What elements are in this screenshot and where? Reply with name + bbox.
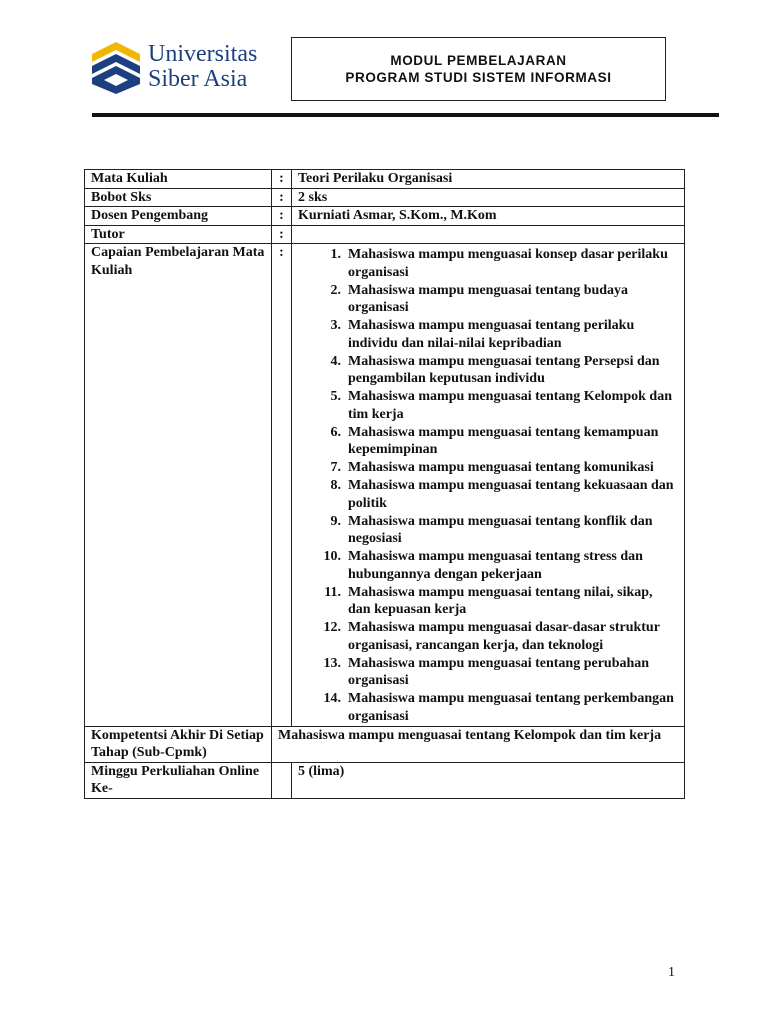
table-row bbox=[85, 244, 685, 727]
list-item: 14. Mahasiswa mampu menguasai tentang perkembangan organisasi bbox=[323, 691, 674, 724]
row-label: Mata Kuliah bbox=[85, 170, 272, 189]
table-row bbox=[85, 188, 685, 207]
table-row bbox=[85, 225, 685, 244]
table-row bbox=[85, 170, 685, 189]
lecturer-value: Kurniati Asmar, S.Kom., M.Kom bbox=[292, 207, 685, 226]
page-number: 1 bbox=[668, 965, 675, 980]
module-title: MODUL PEMBELAJARAN bbox=[390, 53, 567, 68]
list-item: 11. Mahasiswa mampu menguasai tentang nilai, sikap, dan kepuasan kerja bbox=[324, 584, 653, 617]
table-row bbox=[85, 762, 685, 798]
list-item: 2. Mahasiswa mampu menguasai tentang budaya organisasi bbox=[330, 282, 629, 315]
program-title: PROGRAM STUDI SISTEM INFORMASI bbox=[345, 70, 612, 85]
tutor-value bbox=[292, 225, 685, 244]
list-item: 12. Mahasiswa mampu menguasai dasar-dasar struktur organisasi, rancangan kerja, dan teknologi bbox=[323, 620, 660, 653]
list-item: 13. Mahasiswa mampu menguasai tentang perubahan organisasi bbox=[323, 655, 650, 688]
row-label: Bobot Sks bbox=[85, 188, 272, 207]
list-item: 10. Mahasiswa mampu menguasai tentang stress dan hubungannya dengan pekerjaan bbox=[323, 549, 643, 582]
list-item: 7. Mahasiswa mampu menguasai tentang komunikasi bbox=[330, 460, 654, 475]
row-label: Tutor bbox=[85, 225, 272, 244]
header-divider bbox=[92, 113, 719, 117]
learning-outcomes-list bbox=[298, 246, 678, 725]
row-colon: : bbox=[272, 207, 292, 226]
table-row bbox=[85, 207, 685, 226]
logo-text-line1: Universitas bbox=[148, 41, 258, 67]
course-info-table bbox=[84, 169, 685, 799]
row-colon: : bbox=[272, 225, 292, 244]
list-item: 4. Mahasiswa mampu menguasai tentang Persepsi dan pengambilan keputusan individu bbox=[330, 353, 660, 386]
row-label: Capaian Pembelajaran Mata Kuliah bbox=[85, 244, 272, 727]
row-label: Dosen Pengembang bbox=[85, 207, 272, 226]
list-item: 5. Mahasiswa mampu menguasai tentang Kelompok dan tim kerja bbox=[330, 389, 672, 422]
table-row bbox=[85, 726, 685, 762]
module-title-box bbox=[291, 37, 666, 101]
university-logo bbox=[90, 40, 280, 100]
list-item: 6. Mahasiswa mampu menguasai tentang kemampuan kepemimpinan bbox=[330, 424, 659, 457]
list-item: 3. Mahasiswa mampu menguasai tentang perilaku individu dan nilai-nilai kepribadian bbox=[330, 318, 635, 351]
row-colon: : bbox=[272, 188, 292, 207]
sub-cpmk-value: Mahasiswa mampu menguasai tentang Kelompok dan tim kerja bbox=[272, 726, 685, 762]
logo-text-line2: Siber Asia bbox=[148, 66, 248, 92]
credits-value: 2 sks bbox=[292, 188, 685, 207]
list-item: 9. Mahasiswa mampu menguasai tentang konflik dan negosiasi bbox=[330, 513, 653, 546]
row-label: Kompetentsi Akhir Di Setiap Tahap (Sub-Cpmk) bbox=[85, 726, 272, 762]
university-shield-icon bbox=[90, 40, 142, 96]
list-item: 1. Mahasiswa mampu menguasai konsep dasar perilaku organisasi bbox=[330, 247, 668, 280]
row-label: Minggu Perkuliahan Online Ke- bbox=[85, 762, 272, 798]
list-item: 8. Mahasiswa mampu menguasai tentang kekuasaan dan politik bbox=[330, 478, 674, 511]
course-name-value: Teori Perilaku Organisasi bbox=[292, 170, 685, 189]
week-value: 5 (lima) bbox=[292, 762, 685, 798]
learning-outcomes-cell bbox=[292, 244, 685, 727]
row-colon: : bbox=[272, 170, 292, 189]
row-colon: : bbox=[272, 244, 292, 727]
